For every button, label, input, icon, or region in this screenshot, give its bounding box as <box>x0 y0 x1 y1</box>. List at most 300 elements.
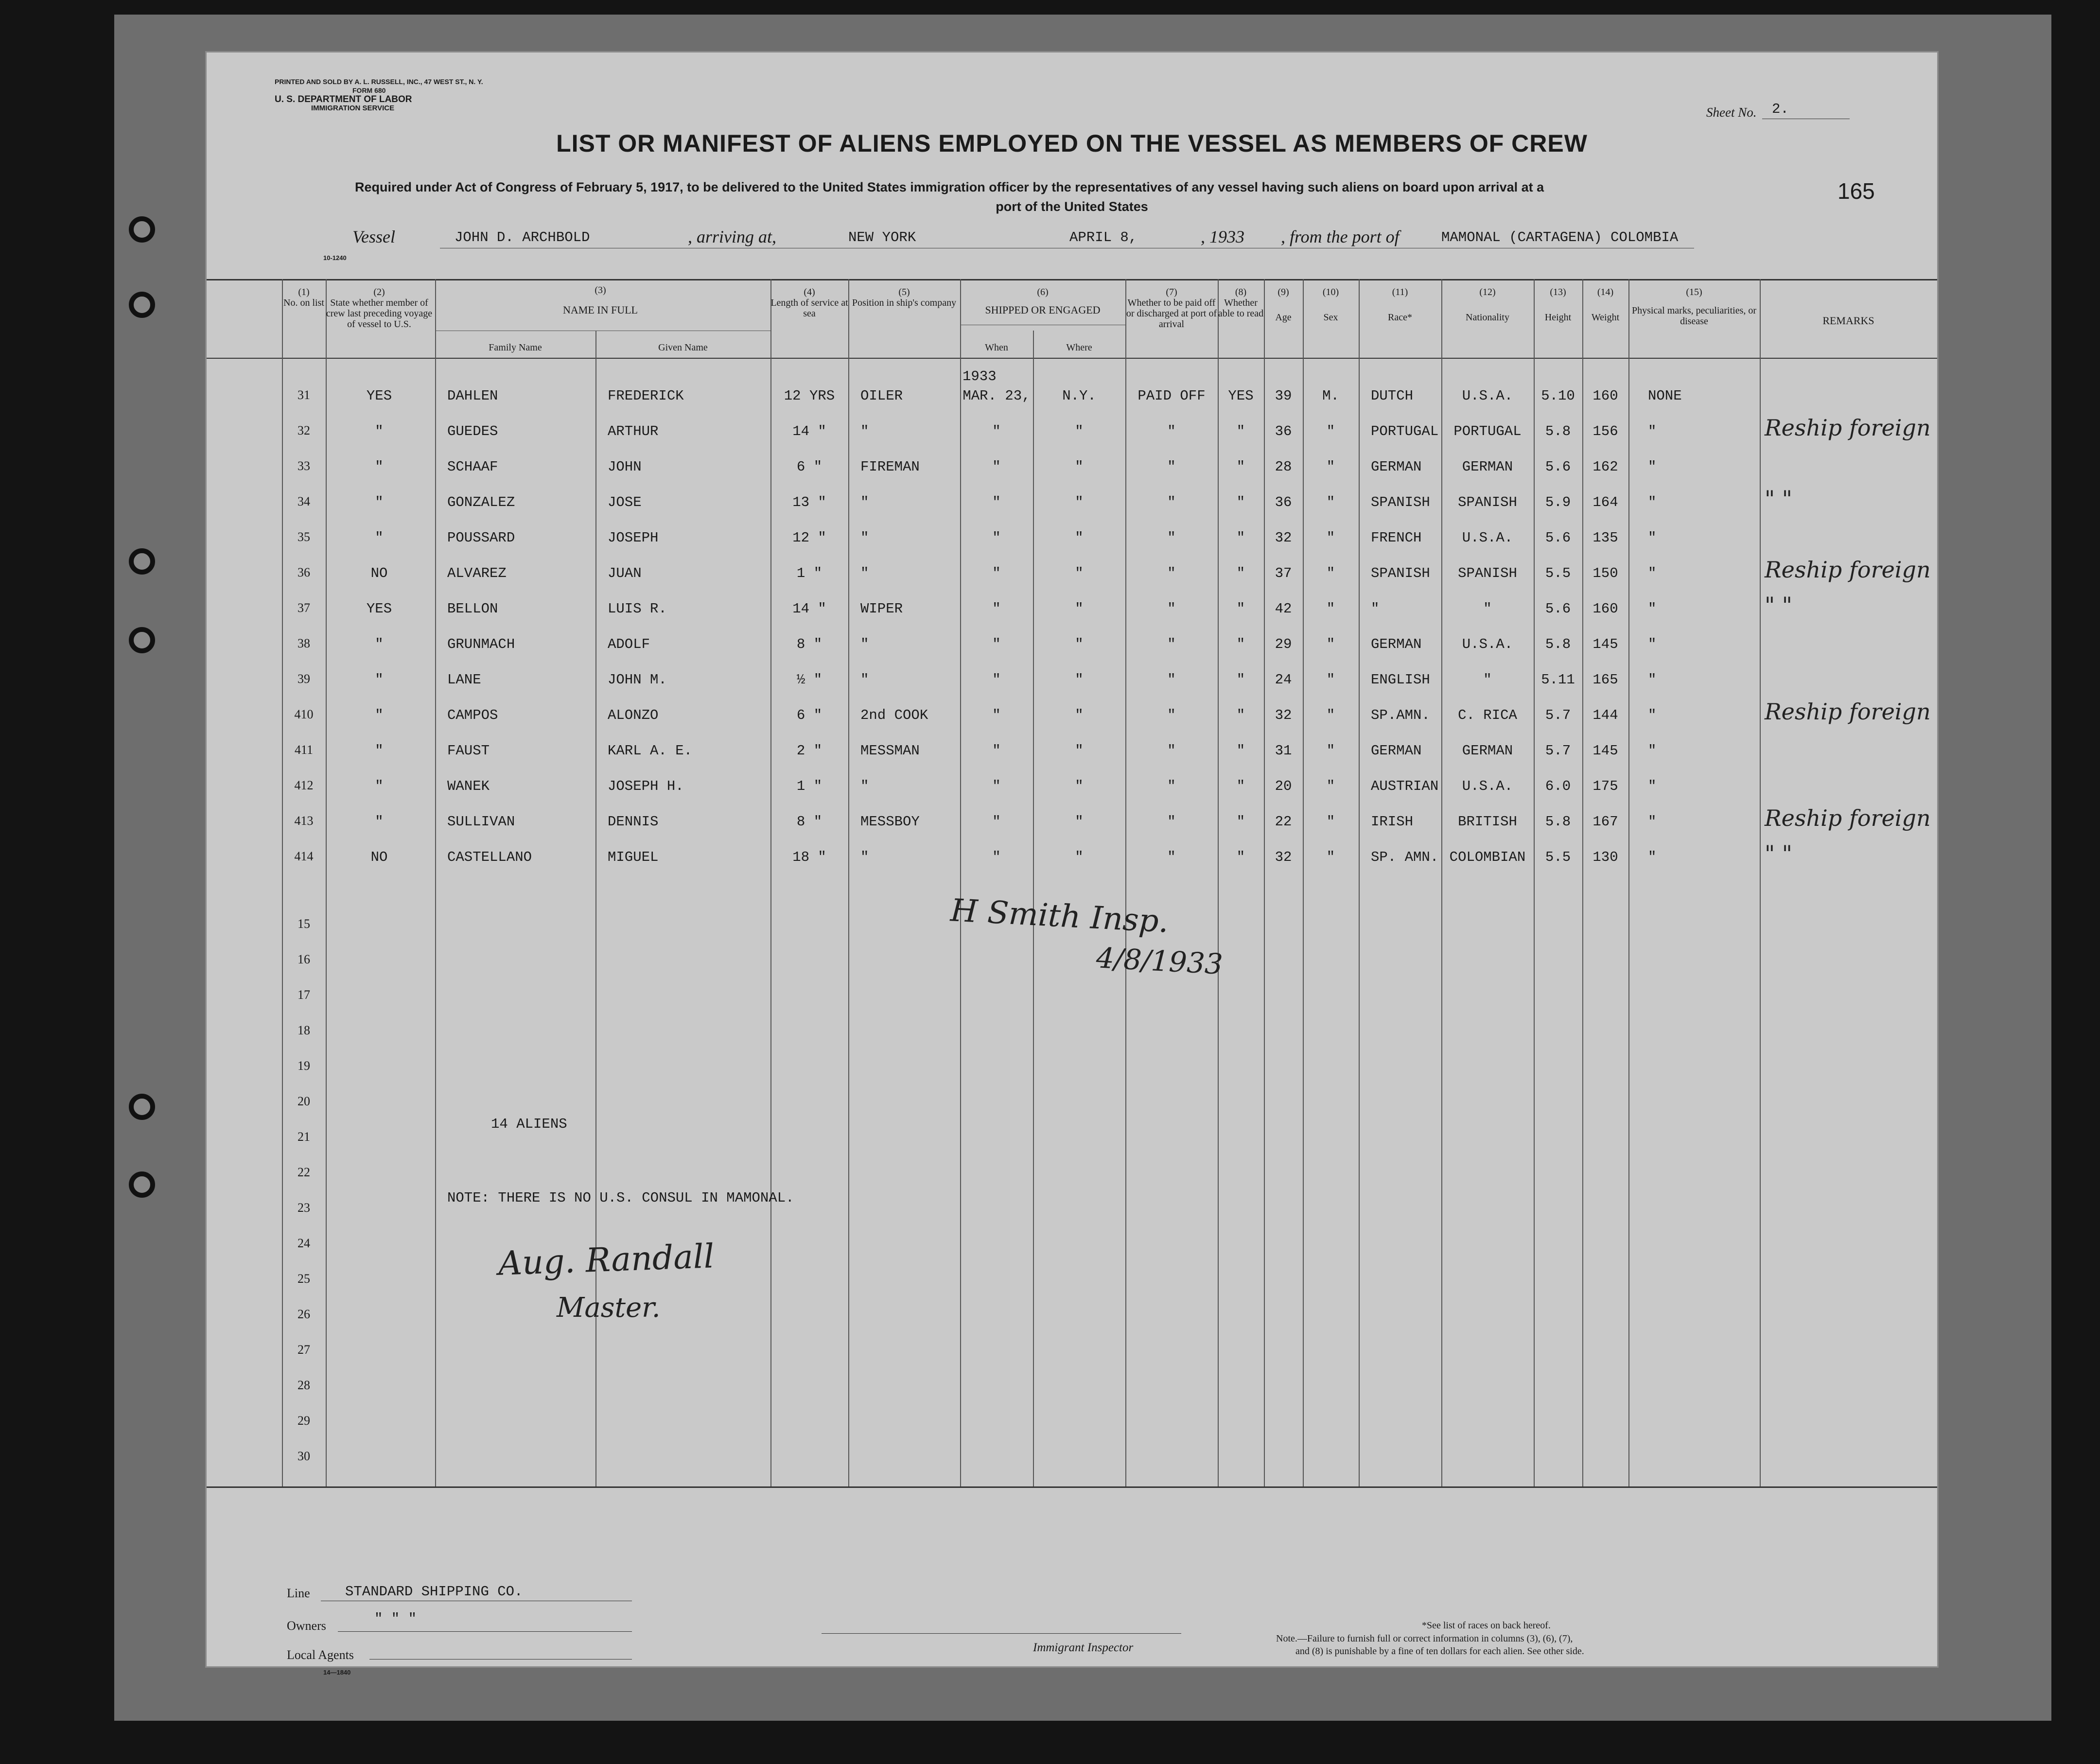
cell-able-to-read: YES <box>1228 388 1254 404</box>
cell-height: 5.8 <box>1545 636 1571 652</box>
cell-height: 5.8 <box>1545 423 1571 439</box>
cell-nationality: BRITISH <box>1458 814 1517 830</box>
races-note: *See list of races on back hereof. <box>1422 1620 1551 1631</box>
cell-previous-voyage: " <box>375 459 384 475</box>
col-header-when: When <box>985 342 1008 353</box>
cell-shipped-when: MAR. 23, <box>962 388 1031 404</box>
column-rule <box>1359 279 1360 1486</box>
cell-nationality: PORTUGAL <box>1453 423 1522 439</box>
cell-shipped-where: " <box>1075 636 1084 652</box>
empty-row-number: 24 <box>298 1236 310 1250</box>
arrival-port: NEW YORK <box>848 229 916 245</box>
col-header-nationality: (12) Nationality <box>1466 287 1509 323</box>
cell-shipped-when: " <box>992 636 1001 652</box>
cell-race: GERMAN <box>1371 743 1422 759</box>
cell-sex: " <box>1326 778 1335 794</box>
cell-family-name: GRUNMACH <box>447 636 515 652</box>
cell-shipped-when: " <box>992 743 1001 759</box>
penalty-note-1: Note.—Failure to furnish full or correct information in columns (3), (6), (7), <box>1276 1633 1573 1644</box>
empty-row-number: 22 <box>298 1165 310 1179</box>
col-header-paid-off: (7) Whether to be paid off or discharged at port of arrival <box>1126 287 1217 330</box>
vessel-name: JOHN D. ARCHBOLD <box>455 229 590 245</box>
cell-race: " <box>1371 601 1380 617</box>
cell-able-to-read: " <box>1236 707 1245 723</box>
column-rule <box>1628 279 1629 1486</box>
cell-race: FRENCH <box>1371 530 1422 546</box>
empty-row-number: 18 <box>298 1023 310 1037</box>
cell-shipped-when: " <box>992 814 1001 830</box>
cell-shipped-where: " <box>1075 778 1084 794</box>
col-header-read: (8) Whether able to read <box>1218 287 1264 319</box>
cell-height: 5.5 <box>1545 565 1571 581</box>
cell-row-number: 38 <box>298 636 310 650</box>
cell-age: 24 <box>1275 672 1292 688</box>
cell-family-name: GONZALEZ <box>447 494 515 510</box>
binder-ring <box>129 292 155 318</box>
cell-able-to-read: " <box>1236 494 1245 510</box>
cell-nationality: U.S.A. <box>1462 778 1513 794</box>
sheet-label: Sheet No. <box>1706 105 1757 120</box>
arriving-label: , arriving at, <box>688 227 777 246</box>
cell-given-name: JOHN <box>608 459 642 475</box>
cell-age: 28 <box>1275 459 1292 475</box>
cell-position: " <box>860 636 869 652</box>
cell-previous-voyage: " <box>375 530 384 546</box>
cell-sex: " <box>1326 849 1335 865</box>
cell-physical-marks: " <box>1648 743 1657 759</box>
binder-ring <box>129 1171 155 1198</box>
col-header-sex: (10) Sex <box>1322 287 1339 323</box>
cell-position: " <box>860 565 869 581</box>
cell-shipped-when: " <box>992 707 1001 723</box>
col-header-given-name: Given Name <box>658 342 708 353</box>
cell-position: WIPER <box>860 601 903 617</box>
cell-remarks: " " <box>1765 592 1792 618</box>
inspector-signature-date: 4/8/1933 <box>1095 941 1224 981</box>
cell-shipped-when: " <box>992 601 1001 617</box>
cell-able-to-read: " <box>1236 459 1245 475</box>
printer-line: PRINTED AND SOLD BY A. L. RUSSELL, INC., 47 WEST ST., N. Y. <box>275 78 483 86</box>
cell-previous-voyage: " <box>375 423 384 439</box>
cell-physical-marks: " <box>1648 636 1657 652</box>
col-header-weight: (14) Weight <box>1591 287 1620 323</box>
cell-paid-off: " <box>1167 494 1176 510</box>
cell-nationality: U.S.A. <box>1462 388 1513 404</box>
cell-length-of-service: ½ " <box>796 672 822 688</box>
binder-ring <box>129 1094 155 1120</box>
cell-length-of-service: 8 " <box>796 814 822 830</box>
cell-shipped-when: " <box>992 423 1001 439</box>
cell-given-name: JOSEPH H. <box>608 778 684 794</box>
cell-given-name: LUIS R. <box>608 601 667 617</box>
cell-shipped-where: " <box>1075 601 1084 617</box>
cell-paid-off: " <box>1167 672 1176 688</box>
cell-sex: " <box>1326 672 1335 688</box>
cell-height: 5.7 <box>1545 743 1571 759</box>
cell-paid-off: " <box>1167 636 1176 652</box>
cell-age: 32 <box>1275 849 1292 865</box>
cell-sex: " <box>1326 601 1335 617</box>
cell-row-number: 33 <box>298 459 310 473</box>
cell-row-number: 32 <box>298 423 310 437</box>
manifest-sheet <box>207 52 1937 1676</box>
inspector-signature: H Smith Insp. <box>949 892 1170 940</box>
empty-row-number: 20 <box>298 1094 310 1108</box>
cell-shipped-when: " <box>992 849 1001 865</box>
cell-height: 5.8 <box>1545 814 1571 830</box>
cell-family-name: FAUST <box>447 743 490 759</box>
cell-nationality: GERMAN <box>1462 459 1513 475</box>
cell-race: SP. AMN. <box>1371 849 1439 865</box>
cell-shipped-where: " <box>1075 565 1084 581</box>
col-header-name: (3) NAME IN FULL <box>563 285 638 316</box>
cell-row-number: 36 <box>298 565 310 579</box>
cell-family-name: ALVAREZ <box>447 565 507 581</box>
cell-shipped-when: " <box>992 565 1001 581</box>
cell-position: " <box>860 672 869 688</box>
empty-row-number: 19 <box>298 1059 310 1073</box>
cell-race: SPANISH <box>1371 494 1430 510</box>
owners-value: " " " <box>374 1611 417 1627</box>
vessel-label: Vessel <box>352 227 395 246</box>
cell-weight: 145 <box>1592 743 1618 759</box>
cell-shipped-when: " <box>992 494 1001 510</box>
departure-port: MAMONAL (CARTAGENA) COLOMBIA <box>1441 229 1679 245</box>
cell-nationality: U.S.A. <box>1462 636 1513 652</box>
cell-family-name: SCHAAF <box>447 459 498 475</box>
cell-race: PORTUGAL <box>1371 423 1439 439</box>
cell-height: 5.10 <box>1541 388 1575 404</box>
cell-row-number: 414 <box>294 849 314 863</box>
cell-shipped-where: " <box>1075 707 1084 723</box>
cell-family-name: LANE <box>447 672 481 688</box>
cell-nationality: " <box>1483 672 1492 688</box>
empty-row-number: 17 <box>298 988 310 1002</box>
line-label: Line <box>287 1586 310 1600</box>
cell-family-name: BELLON <box>447 601 498 617</box>
cell-weight: 175 <box>1592 778 1618 794</box>
cell-age: 32 <box>1275 707 1292 723</box>
cell-paid-off: " <box>1167 565 1176 581</box>
cell-physical-marks: " <box>1648 778 1657 794</box>
cell-sex: " <box>1326 565 1335 581</box>
cell-family-name: GUEDES <box>447 423 498 439</box>
cell-given-name: KARL A. E. <box>608 743 693 759</box>
cell-paid-off: " <box>1167 778 1176 794</box>
cell-given-name: JOHN M. <box>608 672 667 688</box>
cell-remarks: Reship foreign <box>1765 699 1931 725</box>
cell-race: SP.AMN. <box>1371 707 1430 723</box>
cell-previous-voyage: YES <box>366 388 392 404</box>
cell-previous-voyage: " <box>375 778 384 794</box>
cell-weight: 160 <box>1592 601 1618 617</box>
cell-age: 31 <box>1275 743 1292 759</box>
cell-paid-off: " <box>1167 530 1176 546</box>
empty-row-number: 28 <box>298 1378 310 1392</box>
aliens-count: 14 ALIENS <box>491 1116 567 1132</box>
cell-length-of-service: 12 YRS <box>784 388 835 404</box>
cell-physical-marks: " <box>1648 707 1657 723</box>
cell-family-name: CAMPOS <box>447 707 498 723</box>
owners-label: Owners <box>287 1619 326 1633</box>
cell-physical-marks: " <box>1648 530 1657 546</box>
arrival-date: APRIL 8, <box>1069 229 1138 245</box>
cell-shipped-where: " <box>1075 743 1084 759</box>
cell-physical-marks: " <box>1648 849 1657 865</box>
cell-remarks: Reship foreign <box>1765 805 1931 831</box>
cell-age: 39 <box>1275 388 1292 404</box>
cell-able-to-read: " <box>1236 778 1245 794</box>
cell-age: 20 <box>1275 778 1292 794</box>
cell-position: " <box>860 494 869 510</box>
form-code: 10-1240 <box>323 254 347 262</box>
cell-physical-marks: " <box>1648 423 1657 439</box>
binder-ring <box>129 548 155 575</box>
cell-length-of-service: 1 " <box>796 565 822 581</box>
cell-sex: M. <box>1322 388 1339 404</box>
col-header-shipped: (6) SHIPPED OR ENGAGED <box>985 287 1101 316</box>
cell-height: 5.7 <box>1545 707 1571 723</box>
cell-sex: " <box>1326 530 1335 546</box>
cell-position: " <box>860 778 869 794</box>
cell-previous-voyage: NO <box>370 849 388 865</box>
binder-ring <box>129 216 155 243</box>
cell-age: 22 <box>1275 814 1292 830</box>
col-header-height: (13) Height <box>1544 287 1572 323</box>
cell-paid-off: PAID OFF <box>1138 388 1206 404</box>
subtitle-line-2: port of the United States <box>996 199 1148 214</box>
cell-nationality: U.S.A. <box>1462 530 1513 546</box>
cell-paid-off: " <box>1167 459 1176 475</box>
cell-height: 5.9 <box>1545 494 1571 510</box>
cell-sex: " <box>1326 707 1335 723</box>
cell-race: DUTCH <box>1371 388 1414 404</box>
cell-height: 5.5 <box>1545 849 1571 865</box>
cell-physical-marks: " <box>1648 494 1657 510</box>
cell-length-of-service: 6 " <box>796 459 822 475</box>
col-header-length-service: (4) Length of service at sea <box>770 287 848 319</box>
cell-age: 36 <box>1275 423 1292 439</box>
cell-length-of-service: 2 " <box>796 743 822 759</box>
cell-remarks: " " <box>1765 486 1792 512</box>
cell-paid-off: " <box>1167 814 1176 830</box>
col-header-previous-voyage: (2) State whether member of crew last preceding voyage of vessel to U.S. <box>326 287 433 330</box>
cell-previous-voyage: " <box>375 743 384 759</box>
col-header-where: Where <box>1066 342 1092 353</box>
cell-previous-voyage: " <box>375 814 384 830</box>
cell-able-to-read: " <box>1236 849 1245 865</box>
cell-weight: 164 <box>1592 494 1618 510</box>
cell-previous-voyage: " <box>375 672 384 688</box>
cell-able-to-read: " <box>1236 636 1245 652</box>
cell-shipped-where: " <box>1075 672 1084 688</box>
cell-weight: 156 <box>1592 423 1618 439</box>
cell-previous-voyage: YES <box>366 601 392 617</box>
cell-given-name: JOSEPH <box>608 530 659 546</box>
cell-position: " <box>860 423 869 439</box>
cell-remarks: Reship foreign <box>1765 557 1931 583</box>
col-header-age: (9) Age <box>1275 287 1292 323</box>
cell-weight: 130 <box>1592 849 1618 865</box>
cell-sex: " <box>1326 423 1335 439</box>
cell-row-number: 39 <box>298 672 310 686</box>
master-signature: Aug. Randall <box>497 1237 715 1283</box>
cell-row-number: 31 <box>298 388 310 402</box>
column-rule <box>435 279 436 1486</box>
cell-physical-marks: " <box>1648 565 1657 581</box>
page-title: LIST OR MANIFEST OF ALIENS EMPLOYED ON THE VESSEL AS MEMBERS OF CREW <box>556 130 1588 157</box>
cell-able-to-read: " <box>1236 672 1245 688</box>
cell-row-number: 35 <box>298 530 310 544</box>
cell-nationality: SPANISH <box>1458 565 1517 581</box>
cell-weight: 162 <box>1592 459 1618 475</box>
cell-length-of-service: 13 " <box>792 494 826 510</box>
binder-ring <box>129 627 155 653</box>
col-header-remarks: REMARKS <box>1822 314 1874 327</box>
cell-shipped-when: " <box>992 672 1001 688</box>
cell-given-name: FREDERICK <box>608 388 684 404</box>
cell-nationality: C. RICA <box>1458 707 1517 723</box>
cell-position: MESSMAN <box>860 743 920 759</box>
cell-sex: " <box>1326 494 1335 510</box>
cell-age: 42 <box>1275 601 1292 617</box>
empty-row-number: 16 <box>298 952 310 966</box>
cell-height: 5.6 <box>1545 530 1571 546</box>
cell-nationality: COLOMBIAN <box>1449 849 1526 865</box>
cell-length-of-service: 18 " <box>792 849 826 865</box>
cell-length-of-service: 14 " <box>792 601 826 617</box>
arrival-year: , 1933 <box>1201 227 1244 246</box>
cell-shipped-where: " <box>1075 423 1084 439</box>
cell-nationality: " <box>1483 601 1492 617</box>
cell-paid-off: " <box>1167 423 1176 439</box>
column-rule <box>848 279 849 1486</box>
cell-position: " <box>860 849 869 865</box>
cell-weight: 160 <box>1592 388 1618 404</box>
shipped-year: 1933 <box>962 368 997 384</box>
cell-remarks: Reship foreign <box>1765 415 1931 441</box>
cell-height: 5.11 <box>1541 672 1575 688</box>
cell-paid-off: " <box>1167 849 1176 865</box>
cell-weight: 144 <box>1592 707 1618 723</box>
cell-shipped-where: " <box>1075 530 1084 546</box>
cell-nationality: GERMAN <box>1462 743 1513 759</box>
cell-nationality: SPANISH <box>1458 494 1517 510</box>
cell-race: GERMAN <box>1371 459 1422 475</box>
cell-race: SPANISH <box>1371 565 1430 581</box>
cell-row-number: 411 <box>294 743 314 757</box>
cell-previous-voyage: " <box>375 636 384 652</box>
form-number: FORM 680 <box>352 87 386 94</box>
cell-able-to-read: " <box>1236 423 1245 439</box>
cell-family-name: POUSSARD <box>447 530 515 546</box>
cell-given-name: DENNIS <box>608 814 659 830</box>
cell-shipped-where: " <box>1075 494 1084 510</box>
cell-previous-voyage: NO <box>370 565 388 581</box>
cell-age: 37 <box>1275 565 1292 581</box>
cell-age: 36 <box>1275 494 1292 510</box>
cell-able-to-read: " <box>1236 814 1245 830</box>
cell-given-name: MIGUEL <box>608 849 659 865</box>
cell-position: MESSBOY <box>860 814 920 830</box>
cell-able-to-read: " <box>1236 601 1245 617</box>
col-header-position: (5) Position in ship's company <box>852 287 957 308</box>
footer-form-code: 14—1840 <box>323 1669 351 1676</box>
empty-row-number: 29 <box>298 1414 310 1428</box>
cell-shipped-where: " <box>1075 459 1084 475</box>
cell-height: 5.6 <box>1545 601 1571 617</box>
service: IMMIGRATION SERVICE <box>311 104 395 112</box>
cell-weight: 165 <box>1592 672 1618 688</box>
cell-previous-voyage: " <box>375 494 384 510</box>
cell-age: 29 <box>1275 636 1292 652</box>
cell-sex: " <box>1326 459 1335 475</box>
cell-shipped-where: N.Y. <box>1062 388 1096 404</box>
cell-length-of-service: 12 " <box>792 530 826 546</box>
cell-physical-marks: " <box>1648 459 1657 475</box>
department: U. S. DEPARTMENT OF LABOR <box>275 94 412 105</box>
cell-given-name: ARTHUR <box>608 423 659 439</box>
cell-paid-off: " <box>1167 707 1176 723</box>
cell-height: 5.6 <box>1545 459 1571 475</box>
cell-able-to-read: " <box>1236 530 1245 546</box>
immigrant-inspector-label: Immigrant Inspector <box>1033 1641 1134 1654</box>
cell-given-name: JOSE <box>608 494 642 510</box>
cell-length-of-service: 8 " <box>796 636 822 652</box>
cell-position: " <box>860 530 869 546</box>
col-header-physical-marks: (15) Physical marks, peculiarities, or disease <box>1631 287 1757 327</box>
col-header-race: (11) Race* <box>1388 287 1412 323</box>
cell-family-name: DAHLEN <box>447 388 498 404</box>
cell-given-name: ADOLF <box>608 636 650 652</box>
cell-physical-marks: " <box>1648 814 1657 830</box>
cell-age: 32 <box>1275 530 1292 546</box>
cell-previous-voyage: " <box>375 707 384 723</box>
cell-family-name: SULLIVAN <box>447 814 515 830</box>
shipping-line: STANDARD SHIPPING CO. <box>345 1584 523 1600</box>
cell-shipped-when: " <box>992 778 1001 794</box>
page-number: 165 <box>1838 178 1875 204</box>
empty-row-number: 25 <box>298 1272 310 1286</box>
cell-row-number: 412 <box>294 778 314 792</box>
cell-race: AUSTRIAN <box>1371 778 1439 794</box>
cell-physical-marks: " <box>1648 601 1657 617</box>
cell-sex: " <box>1326 743 1335 759</box>
empty-row-number: 21 <box>298 1130 310 1144</box>
cell-position: FIREMAN <box>860 459 920 475</box>
cell-race: ENGLISH <box>1371 672 1430 688</box>
empty-row-number: 30 <box>298 1449 310 1463</box>
empty-row-number: 23 <box>298 1201 310 1215</box>
local-agents-label: Local Agents <box>287 1648 354 1662</box>
sheet-number: 2. <box>1772 101 1789 117</box>
cell-able-to-read: " <box>1236 743 1245 759</box>
subtitle-line-1: Required under Act of Congress of February 5, 1917, to be delivered to the United States immigration officer by the representatives of any vessel having such aliens on board upon arrival at a <box>355 180 1544 194</box>
cell-shipped-when: " <box>992 459 1001 475</box>
cell-given-name: ALONZO <box>608 707 659 723</box>
penalty-note-2: and (8) is punishable by a fine of ten dollars for each alien. See other side. <box>1295 1646 1584 1657</box>
cell-physical-marks: NONE <box>1648 388 1682 404</box>
cell-paid-off: " <box>1167 743 1176 759</box>
cell-length-of-service: 1 " <box>796 778 822 794</box>
cell-race: GERMAN <box>1371 636 1422 652</box>
cell-shipped-where: " <box>1075 849 1084 865</box>
cell-weight: 145 <box>1592 636 1618 652</box>
cell-position: 2nd COOK <box>860 707 928 723</box>
cell-length-of-service: 14 " <box>792 423 826 439</box>
empty-row-number: 26 <box>298 1307 310 1321</box>
from-port-label: , from the port of <box>1281 227 1400 246</box>
